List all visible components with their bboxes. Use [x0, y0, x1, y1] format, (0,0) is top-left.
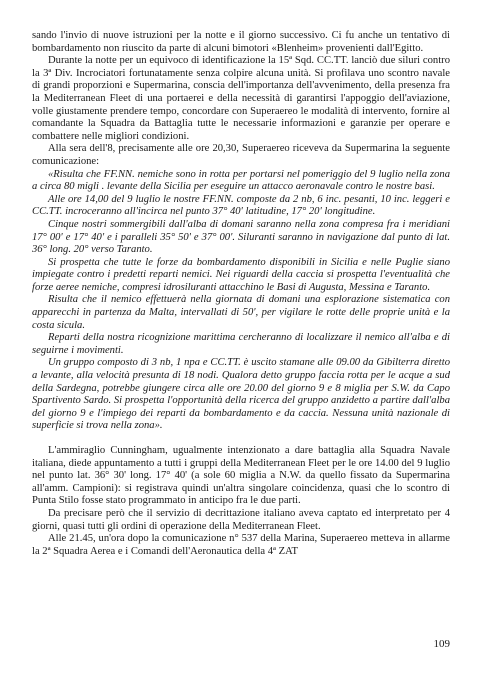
- quoted-message-paragraph: Un gruppo composto di 3 nb, 1 npa e CC.TT. è uscito stamane alle 09.00 da Gibilterra diretto a levante, alla velocità presunta di 18 nodi. Qualora detto gruppo faccia rotta per le acque a sud della Sardegna, potrebbe giungere circa alle ore 20.00 del giorno 9 e 8 miglia per S.W. da Capo Spartivento Sardo. Si prospetta l'opportunità della ricerca del gruppo anzidetto a partire dall'alba del giorno 9 e l'impiego dei reparti da bombardamento e da caccia. Nessuna unità nazionale di superficie si trova nella zona».: [32, 357, 450, 432]
- paragraph: L'ammiraglio Cunningham, ugualmente intenzionato a dare battaglia alla Squadra Navale italiana, diede appuntamento a tutti i gruppi della Mediterranean Fleet per le ore 14.00 del 9 luglio nel punto lat. 36° 30' long. 17° 40' (a sole 60 miglia a N.W. da quello fissato da Supermarina all'amm. Campioni): si registrava quindi un'altra singolare coincidenza, quasi che lo scontro di Punta Stilo fosse stato programmato in anticipo fra le due parti.: [32, 445, 450, 507]
- paragraph: sando l'invio di nuove istruzioni per la notte e il giorno successivo. Ci fu anche un tentativo di bombardamento non riuscito da parte di alcuni bimotori «Blenheim» provenienti dall'Egitto.: [32, 30, 450, 54]
- quoted-message-paragraph: Risulta che il nemico effettuerà nella giornata di domani una esplorazione sistematica con apparecchi in partenza da Malta, intervallati di 50', per vigilare le rotte delle proprie unità e la costa sicula.: [32, 294, 450, 331]
- quoted-message-paragraph: Si prospetta che tutte le forze da bombardamento disponibili in Sicilia e nelle Puglie siano impiegate contro i predetti reparti nemici. Nei riguardi della caccia si prospetta l'eventualità che forze aeree nemiche, compresi idrosiluranti attacchino le Basi di Augusta, Messina e Taranto.: [32, 256, 450, 293]
- paragraph-spacer: [32, 433, 450, 445]
- quoted-message-paragraph: Cinque nostri sommergibili dall'alba di domani saranno nella zona compresa fra i meridiani 17° 00' e 17° 40' e i paralleli 35° 50' e 37° 00'. Siluranti saranno in navigazione dal punto di lat. 36° long. 20° verso Taranto.: [32, 218, 450, 256]
- quoted-message-paragraph: «Risulta che FF.NN. nemiche sono in rotta per portarsi nel pomeriggio del 9 luglio nella zona a circa 80 migli . levante della Sicilia per eseguire un attacco aeronavale contro le nostre basi.: [32, 168, 450, 193]
- paragraph: Alla sera dell'8, precisamente alle ore 20,30, Superaereo riceveva da Supermarina la seguente comunicazione:: [32, 143, 450, 167]
- paragraph: Durante la notte per un equivoco di identificazione la 15ª Sqd. CC.TT. lanciò due siluri contro la 3ª Div. Incrociatori fortunatamente senza colpire alcuna unità. Si profilava uno scontro navale di grandi proporzioni e Supermarina, conscia dell'importanza dell'avvenimento, della presenza fra la Mediterranean Fleet di una portaerei e della necessità di garantirsi l'appoggio dell'aviazione, volle giustamente prendere tempo, concordare con Superaereo le modalità di intervento, fornire al comandante la Squadra da Battaglia tutte le necessarie informazioni e garanzie per operare e combattere nelle migliori condizioni.: [32, 55, 450, 142]
- document-body: [32, 30, 450, 558]
- quoted-message-paragraph: Alle ore 14,00 del 9 luglio le nostre FF.NN. composte da 2 nb, 6 inc. pesanti, 10 inc. leggeri e CC.TT. incroceranno all'incirca nel punto 37° 40' latitudine, 17° 20' longitudine.: [32, 193, 450, 218]
- paragraph: Da precisare però che il servizio di decrittazione italiano aveva captato ed interpretato per 4 giorni, quasi tutti gli ordini di operazione della Mediterranean Fleet.: [32, 507, 450, 532]
- page-number: 109: [433, 638, 450, 650]
- quoted-message-paragraph: Reparti della nostra ricognizione marittima cercheranno di localizzare il nemico all'alba e di seguirne i movimenti.: [32, 332, 450, 356]
- paragraph: Alle 21.45, un'ora dopo la comunicazione n° 537 della Marina, Superaereo metteva in allarme la 2ª Squadra Aerea e i Comandi dell'Aeronautica della 4ª ZAT: [32, 533, 450, 557]
